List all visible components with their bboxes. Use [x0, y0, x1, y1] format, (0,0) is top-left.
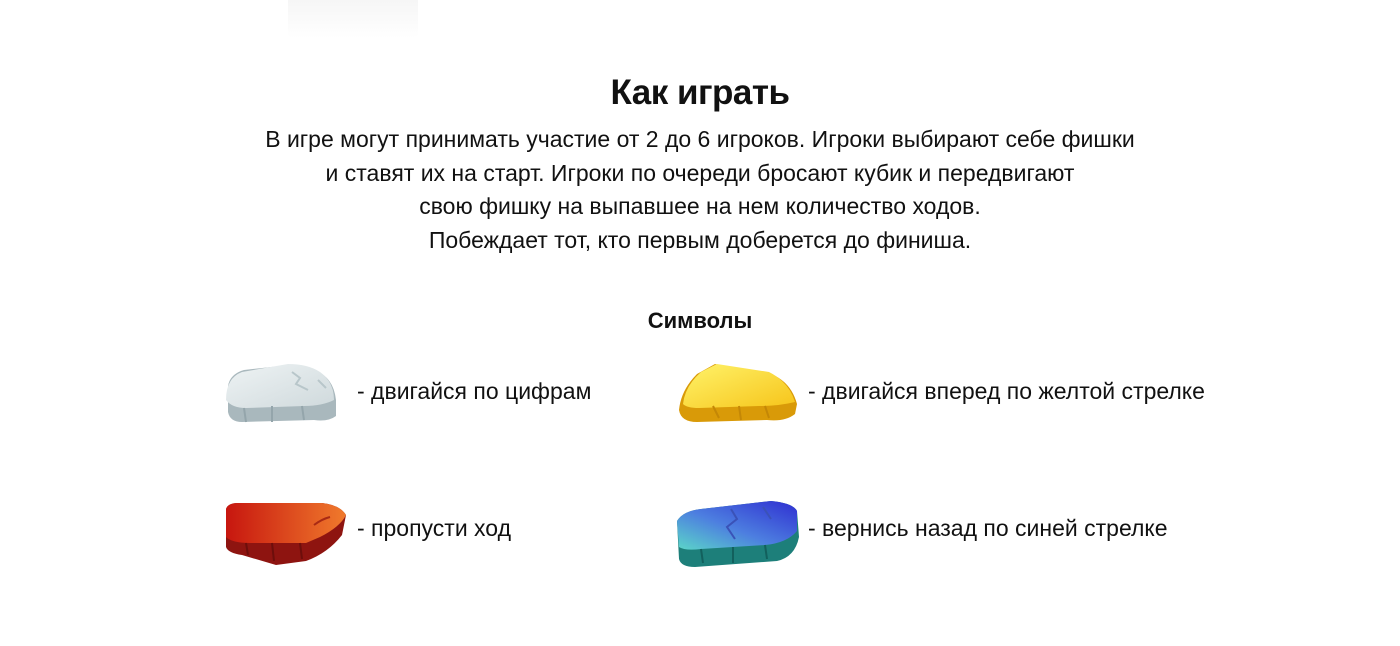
top-image-fragment: [288, 0, 418, 38]
legend-label: - двигайся по цифрам: [357, 378, 592, 404]
red-stone-icon: [222, 497, 348, 569]
rules-description: [200, 123, 1200, 257]
legend-label: - вернись назад по синей стрелке: [808, 515, 1168, 541]
symbols-heading: Символы: [647, 308, 753, 334]
legend-label: - двигайся вперед по желтой стрелке: [808, 378, 1205, 404]
legend-item-blue: [675, 497, 1275, 567]
legend-item-white: [222, 360, 622, 430]
blue-stone-icon: [675, 497, 801, 569]
rules-line: и ставят их на старт. Игроки по очереди бросают кубик и передвигают: [325, 159, 1075, 186]
rules-line: В игре могут принимать участие от 2 до 6 игроков. Игроки выбирают себе фишки: [265, 126, 1135, 152]
legend-label: - пропусти ход: [357, 515, 512, 541]
white-stone-icon: [222, 360, 340, 426]
page-title: Как играть: [610, 73, 790, 113]
rules-line: свою фишку на выпавшее на нем количество ходов.: [419, 193, 981, 219]
legend-item-yellow: [675, 360, 1275, 430]
legend-item-red: [222, 497, 622, 567]
yellow-stone-icon: [675, 360, 801, 426]
rules-line: Побеждает тот, кто первым доберется до финиша.: [428, 226, 972, 253]
